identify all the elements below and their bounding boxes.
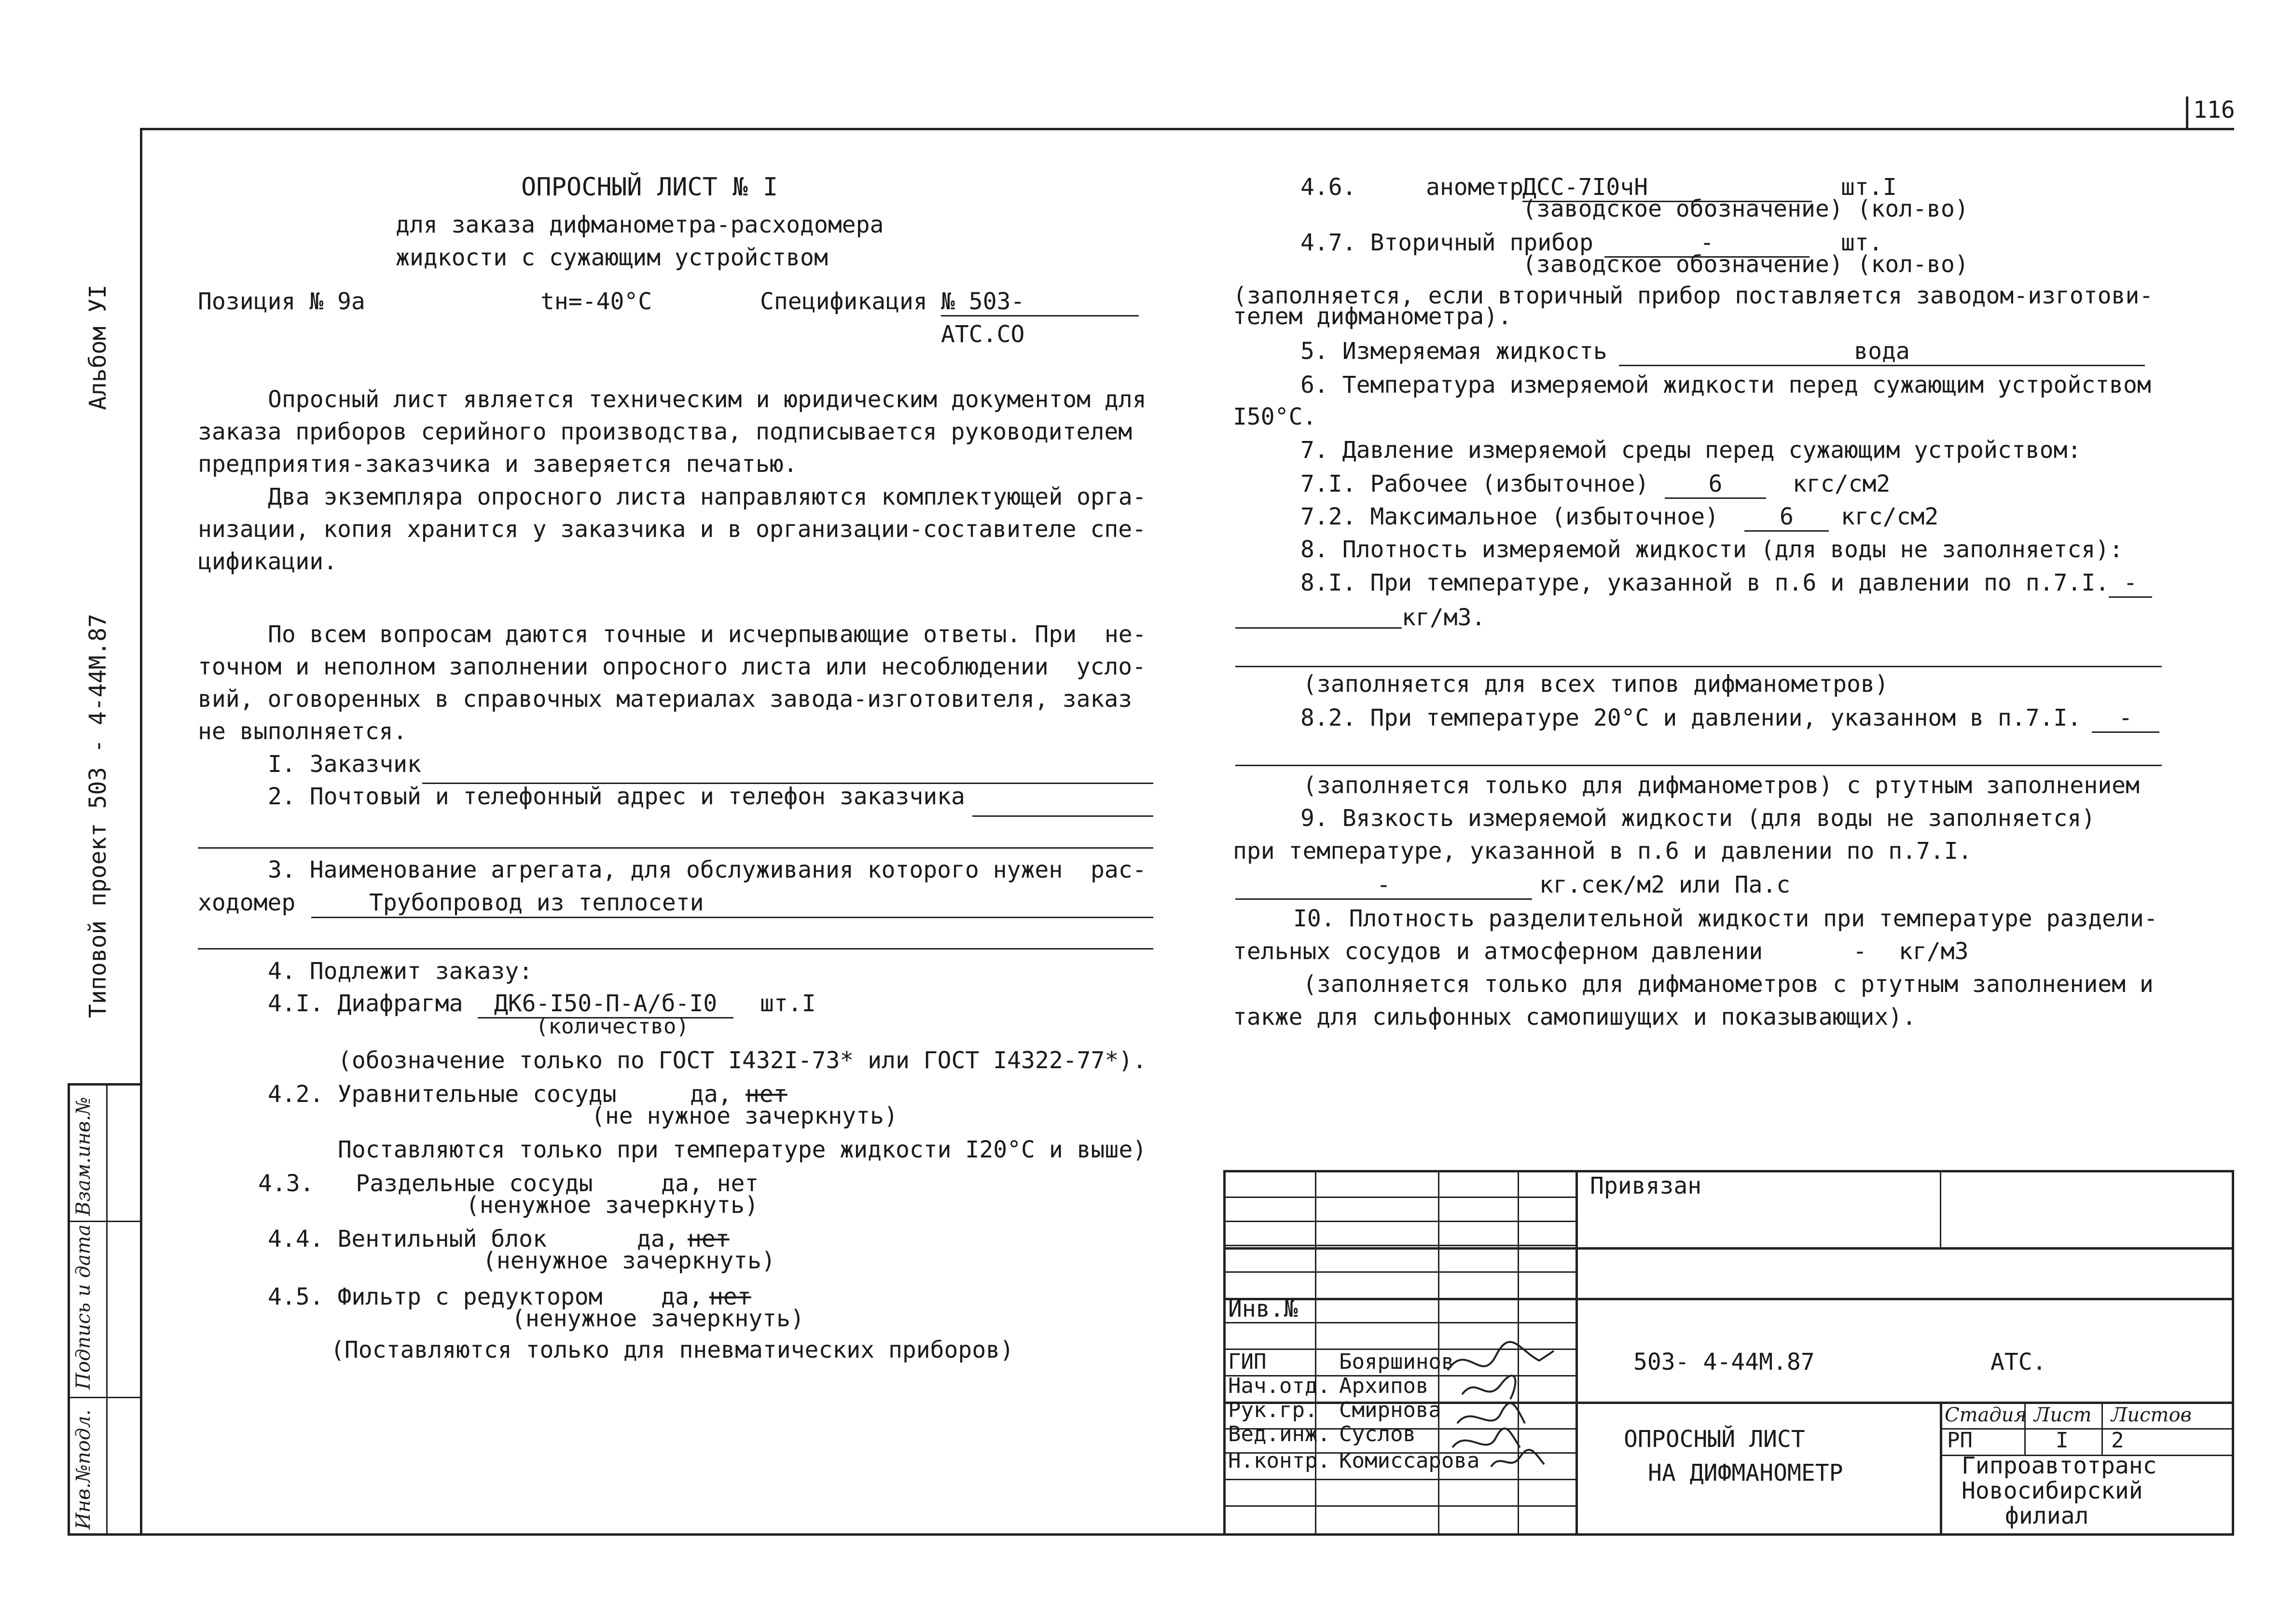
item-10: I0. Плотность разделительной жидкости при температуре раздели- — [1293, 905, 2158, 932]
density-81-line-2 — [1235, 666, 2162, 667]
tb-role-5: Н.контр. — [1228, 1448, 1330, 1473]
form-subtitle-1: для заказа дифманометра-расходомера — [396, 211, 884, 238]
equalizing-yes: да, — [690, 1081, 732, 1108]
spec-label: Спецификация — [760, 288, 927, 315]
max-pressure-unit: кгс/см2 — [1841, 503, 1939, 530]
secondary-value: - — [1604, 229, 1810, 258]
stamp-mid-border — [106, 1083, 108, 1534]
secondary-qty: шт. — [1841, 229, 1883, 256]
viscosity-unit: кг.сек/м2 или Па.с — [1539, 871, 1791, 898]
tb-row-6 — [1223, 1298, 2234, 1300]
valve-note: (ненужное зачеркнуть) — [483, 1247, 775, 1274]
stamp-top-border — [68, 1083, 142, 1086]
filter-supply: (Поставляются только для пневматических приборов) — [331, 1336, 1014, 1363]
item-10-note-2: также для сильфонных самопишущих и показывающих). — [1233, 1004, 1917, 1031]
tb-sheets-header: Листов — [2111, 1404, 2192, 1426]
equalizing-no: нет — [746, 1081, 788, 1108]
manometer-value: ДСС-7I0чН — [1522, 174, 1812, 202]
para3-line2: точном и неполном заполнении опросного листа или несоблюдении усло- — [198, 653, 1147, 680]
tb-doc-suffix: АТС. — [1990, 1349, 2046, 1376]
density-81-line — [1235, 627, 1402, 629]
aggregate-line-2 — [198, 948, 1153, 950]
diaphragm-value: ДК6-I50-П-А/б-I0 — [478, 990, 733, 1018]
stamp-inv-orig: Инв.№подл. — [72, 1409, 95, 1529]
tb-name-5: Комиссарова — [1339, 1448, 1480, 1473]
tb-stage: РП — [1947, 1428, 1973, 1453]
item-customer: I. Заказчик — [268, 751, 421, 778]
page-number: 116 — [2193, 96, 2235, 124]
aggregate-value: Трубопровод из теплосети — [369, 889, 704, 916]
project-label: Типовой проект 503 - 4-44М.87 — [84, 613, 111, 1018]
tb-top — [1223, 1170, 2234, 1172]
item-aggregate: 3. Наименование агрегата, для обслуживания которого нужен рас- — [268, 856, 1147, 883]
tb-row-4 — [1223, 1247, 2234, 1250]
liquid-value: вода — [1619, 338, 2145, 366]
item-6b: I50°С. — [1233, 403, 1317, 430]
secondary-note: (заводское обозначение) (кол-во) — [1522, 251, 1969, 278]
density-82-note: (заполняется только для дифманометров) с ртутным заполнением — [1303, 772, 2140, 799]
position-label: Позиция № 9а — [198, 288, 365, 315]
stamp-replace-inv: Взам.инв.№ — [72, 1097, 95, 1216]
tb-inv: Инв.№ — [1228, 1295, 1298, 1322]
para3-line3: вий, оговоренных в справочных материалах завода-изготовителя, заказ — [198, 686, 1133, 713]
signature-scribbles — [1438, 1332, 1563, 1476]
tb-sheet-header: Лист — [2034, 1404, 2092, 1426]
max-pressure-value: 6 — [1744, 503, 1829, 532]
stamp-left-border — [68, 1083, 70, 1534]
item-diaphragm: 4.I. Диафрагма — [268, 990, 463, 1017]
tb-row-15 — [1223, 1479, 1575, 1480]
tb-role-4: Вед.инж. — [1228, 1422, 1330, 1446]
stamp-row-1 — [68, 1221, 142, 1222]
item-9b: при температуре, указанной в п.6 и давлении по п.7.I. — [1233, 838, 1972, 865]
item-47: 4.7. Вторичный прибор — [1300, 229, 1593, 256]
tb-col-6 — [1940, 1402, 1942, 1534]
item-address: 2. Почтовый и телефонный адрес и телефон заказчика — [268, 783, 965, 810]
secondary-fill-1: (заполняется, если вторичный прибор поставляется заводом-изготови- — [1233, 282, 2154, 309]
tb-col-5 — [1940, 1170, 1941, 1247]
item-10-note-1: (заполняется только для дифманометров с ртутным заполнением и — [1303, 971, 2154, 998]
spec-value: № 503- — [941, 288, 1139, 317]
item-filter: 4.5. Фильтр с редуктором — [268, 1283, 603, 1310]
density-81-note: (заполняется для всех типов дифманометров) — [1303, 671, 1889, 698]
tb-sheets: 2 — [2111, 1428, 2124, 1453]
filter-no: нет — [709, 1283, 751, 1310]
density-81-value: - — [2109, 569, 2152, 598]
tb-name-3: Смирнова — [1339, 1398, 1441, 1422]
address-line-1 — [972, 815, 1153, 817]
tb-name-2: Архипов — [1339, 1374, 1429, 1398]
equalizing-supply: Поставляются только при температуре жидкости I20°С и выше) — [338, 1136, 1147, 1163]
tb-doc-title-2: НА ДИФМАНОМЕТР — [1648, 1459, 1843, 1486]
frame-bottom — [68, 1533, 2234, 1536]
spec-value-2: АТС.СО — [941, 321, 1025, 348]
tb-role-3: Рук.гр. — [1228, 1398, 1318, 1422]
temperature-value: tн=-40°С — [540, 288, 652, 315]
working-pressure-value: 6 — [1665, 470, 1766, 499]
para2-line3: цификации. — [198, 548, 337, 575]
tb-stage-header: Стадия — [1945, 1404, 2027, 1426]
stamp-row-2 — [68, 1397, 142, 1398]
density-82-value: - — [2092, 704, 2159, 733]
working-pressure-unit: кгс/см2 — [1793, 470, 1891, 497]
item-8: 8. Плотность измеряемой жидкости (для воды не заполняется): — [1300, 536, 2124, 563]
tb-privyazan: Привязан — [1590, 1172, 1702, 1199]
tb-org-3: филиал — [2005, 1502, 2089, 1529]
form-title: ОПРОСНЫЙ ЛИСТ № I — [521, 173, 778, 202]
diaphragm-note: (количество) — [536, 1014, 689, 1039]
para1-line3: предприятия-заказчика и заверяется печатью. — [198, 451, 798, 478]
tb-row-16 — [1223, 1505, 1575, 1507]
item-72: 7.2. Максимальное (избыточное) — [1300, 503, 1719, 530]
filter-note: (ненужное зачеркнуть) — [511, 1305, 804, 1332]
tb-row-5 — [1223, 1271, 1575, 1273]
equalizing-note: (не нужное зачеркнуть) — [591, 1102, 898, 1129]
frame-left — [140, 128, 142, 1534]
tb-doc-title-1: ОПРОСНЫЙ ЛИСТ — [1624, 1426, 1805, 1453]
diaphragm-qty: шт.I — [760, 990, 816, 1017]
para1-line2: заказа приборов серийного производства, подписывается руководителем — [198, 418, 1133, 445]
separating-density-unit: кг/м3 — [1899, 938, 1969, 965]
tb-name-4: Суслов — [1339, 1422, 1416, 1446]
para2-line2: низации, копия хранится у заказчика и в организации-составителе спе- — [198, 516, 1147, 543]
aggregate-line — [311, 917, 1153, 918]
separating-value: да, нет — [661, 1170, 759, 1197]
para3-line4: не выполняется. — [198, 718, 407, 745]
para3-line1: По всем вопросам даются точные и исчерпывающие ответы. При не- — [268, 621, 1147, 648]
valve-no: нет — [688, 1225, 730, 1252]
item-6: 6. Температура измеряемой жидкости перед сужающим устройством — [1300, 372, 2151, 399]
manometer-qty: шт.I — [1841, 174, 1897, 201]
tb-role-2: Нач.отд. — [1228, 1374, 1330, 1398]
density-82-line — [1235, 765, 2162, 766]
tb-name-1: Бояршинов — [1339, 1349, 1454, 1374]
item-46-number: 4.6. — [1300, 174, 1356, 201]
item-71: 7.I. Рабочее (избыточное) — [1300, 470, 1649, 497]
stamp-signature-date: Подпись и дата — [72, 1224, 95, 1390]
tb-role-1: ГИП — [1228, 1349, 1267, 1374]
tb-row-1 — [1223, 1197, 1575, 1198]
tb-sheet: I — [2056, 1428, 2069, 1453]
item-equalizing-vessels: 4.2. Уравнительные сосуды — [268, 1081, 617, 1108]
manometer-note: (заводское обозначение) (кол-во) — [1522, 195, 1969, 222]
viscosity-value: - — [1235, 871, 1532, 900]
diaphragm-gost: (обозначение только по ГОСТ I432I-73* или ГОСТ I4322-77*). — [338, 1047, 1147, 1074]
tb-row-3 — [1223, 1245, 1575, 1246]
address-line-2 — [198, 847, 1153, 849]
item-10b: тельных сосудов и атмосферном давлении — [1233, 938, 1763, 965]
item-separating-vessels: 4.3. Раздельные сосуды — [258, 1170, 593, 1197]
tb-org-2: Новосибирский — [1962, 1477, 2143, 1504]
form-subtitle-2: жидкости с сужающим устройством — [396, 244, 828, 271]
filter-yes: да, — [661, 1283, 703, 1310]
separating-note: (ненужное зачеркнуть) — [466, 1192, 759, 1219]
item-valve-block: 4.4. Вентильный блок — [268, 1225, 547, 1252]
para2-line1: Два экземпляра опросного листа направляются комплектующей орга- — [268, 483, 1147, 510]
item-81: 8.I. При температуре, указанной в п.6 и давлении по п.7.I. — [1300, 569, 2110, 596]
album-label: Альбом УI — [84, 284, 111, 410]
item-5: 5. Измеряемая жидкость — [1300, 338, 1607, 365]
item-9: 9. Вязкость измеряемой жидкости (для воды не заполняется) — [1300, 805, 2096, 832]
item-aggregate-2: ходомер — [198, 889, 296, 916]
item-7: 7. Давление измеряемой среды перед сужающим устройством: — [1300, 437, 2082, 464]
tb-right — [2232, 1170, 2234, 1534]
tb-row-2 — [1223, 1221, 1575, 1222]
tb-col-4 — [1575, 1170, 1578, 1534]
valve-yes: да, — [637, 1225, 679, 1252]
item-46-label: анометр — [1426, 174, 1524, 201]
tb-doc-code: 503- 4-44М.87 — [1633, 1349, 1815, 1376]
density-81-unit: кг/м3. — [1402, 604, 1486, 631]
frame-page-sep — [2186, 96, 2188, 130]
tb-org-1: Гипроавтотранс — [1962, 1452, 2157, 1479]
item-order: 4. Подлежит заказу: — [268, 958, 533, 985]
secondary-fill-2: телем дифманометра). — [1233, 303, 1512, 330]
frame-top — [140, 128, 2234, 130]
item-82: 8.2. При температуре 20°С и давлении, указанном в п.7.I. — [1300, 704, 2082, 731]
para1-line1: Опросный лист является техническим и юридическим документом для — [268, 386, 1147, 413]
separating-density-value: - — [1853, 938, 1867, 965]
